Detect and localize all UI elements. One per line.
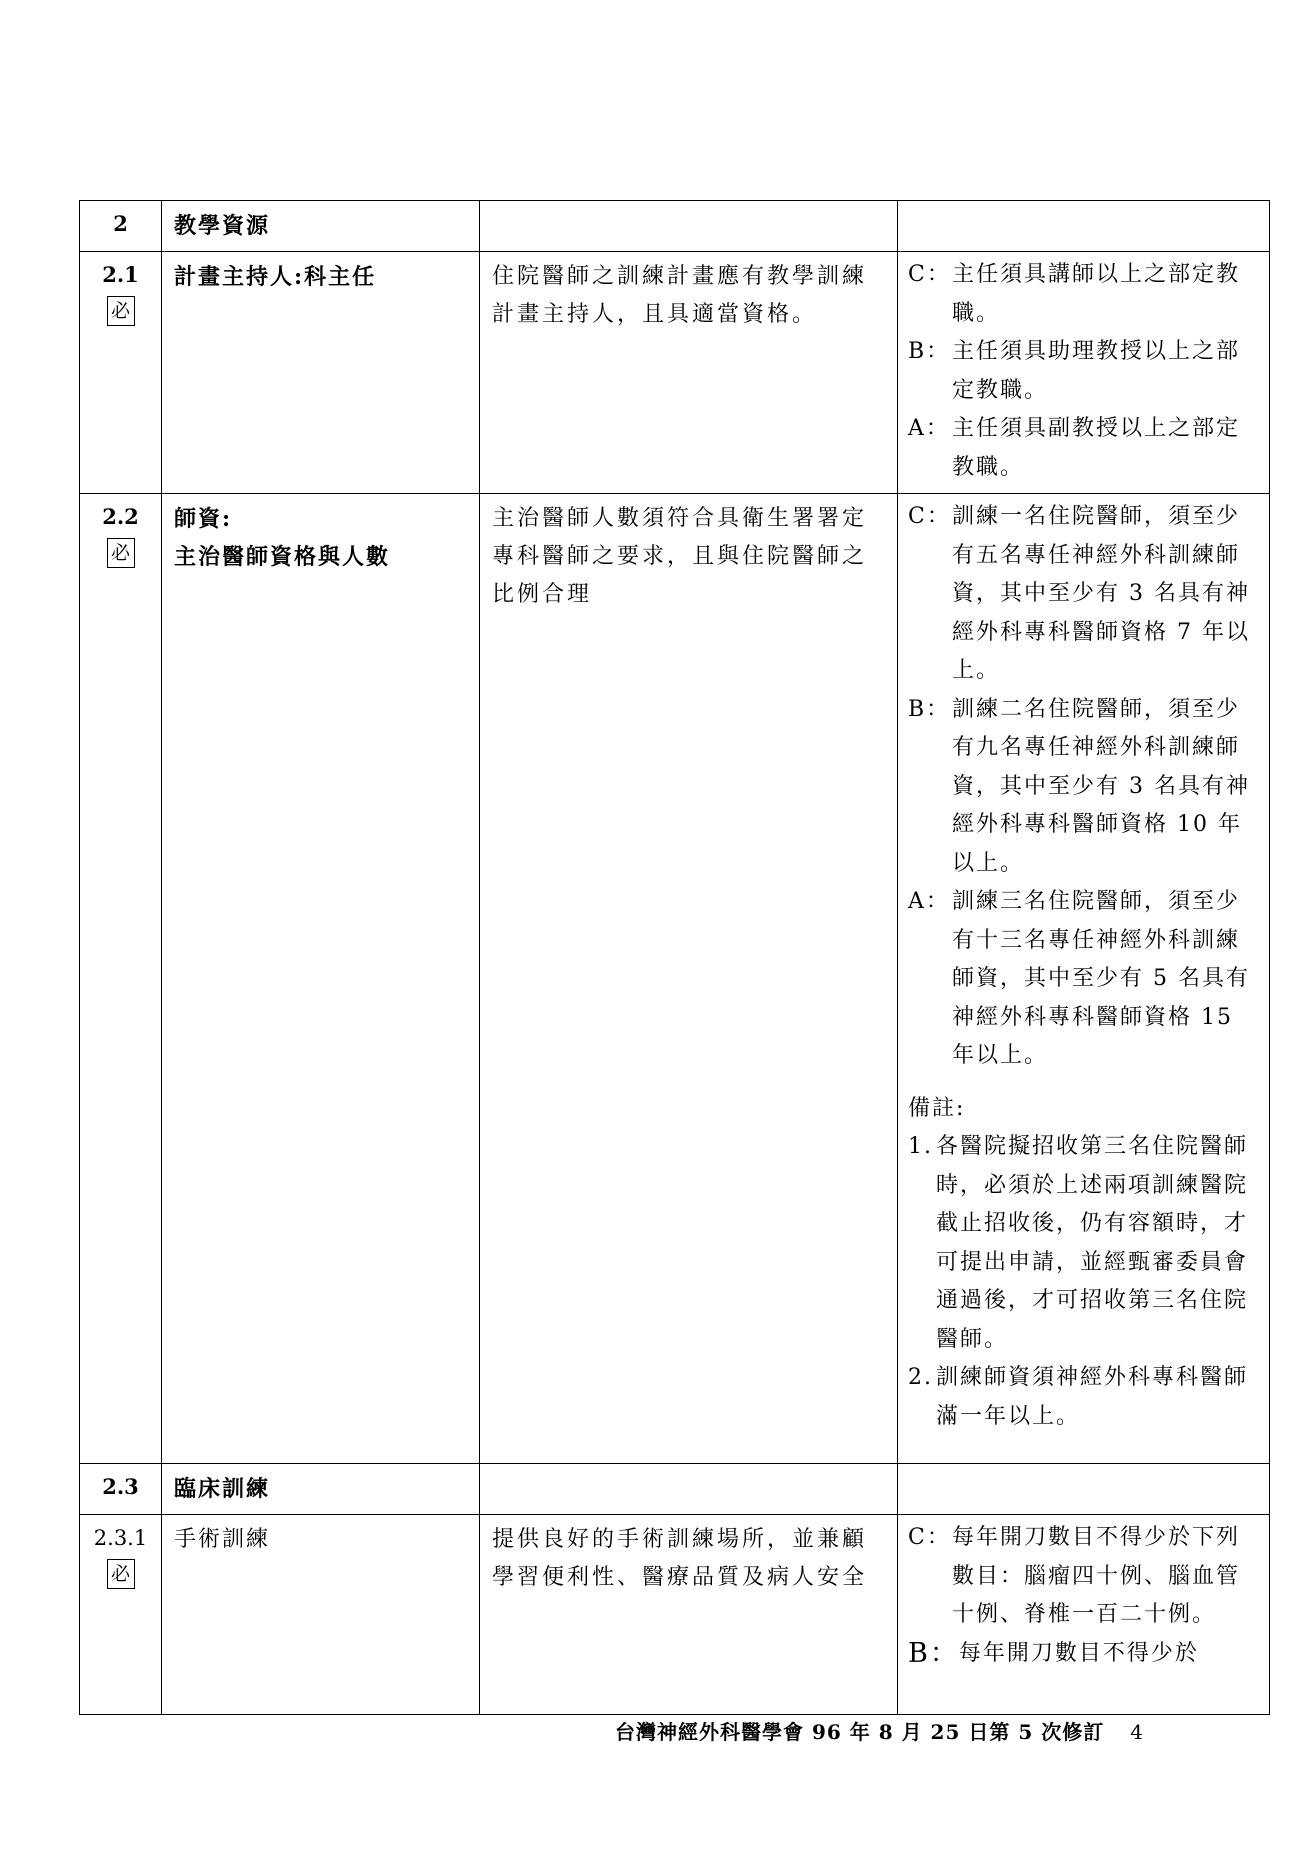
criterion [908,498,1261,691]
criterion [908,1519,1261,1635]
item-description: 提供良好的手術訓練場所，並兼顧學習便利性、醫療品質及病人安全 [480,1515,898,1715]
criterion-text: 每年開刀數目不得少於下列數目：腦瘤四十例、腦血管十例、脊椎一百二十例。 [952,1525,1241,1627]
criteria-cell [898,494,1270,1464]
item-number-cell [80,1515,162,1715]
grade-label: A： [908,889,950,914]
item-description: 住院醫師之訓練計畫應有教學訓練計畫主持人，且具適當資格。 [480,252,898,494]
table-row [80,252,1270,494]
item-number: 2.1 [102,262,139,287]
note-number: 1. [908,1134,933,1159]
table-row [80,1515,1270,1715]
grade-label: C： [908,504,951,529]
item-number: 2.3.1 [93,1526,148,1550]
item-title: 教學資源 [162,201,480,252]
item-description: 主治醫師人數須符合具衛生署署定專科醫師之要求，且與住院醫師之比例合理 [480,494,898,1464]
item-number: 2 [80,201,162,252]
note-item [908,1359,1261,1436]
criterion-text: 主任須具助理教授以上之部定教職。 [952,339,1241,403]
criterion-text: 每年開刀數目不得少於 [958,1640,1199,1666]
item-title: 師資: [174,506,233,532]
grade-label: C： [908,262,951,287]
table-row [80,494,1270,1464]
note-item [908,1128,1261,1359]
item-title: 計畫主持人:科主任 [162,252,480,494]
criteria-cell [898,252,1270,494]
item-title: 臨床訓練 [162,1464,480,1515]
note-text: 訓練師資須神經外科專科醫師滿一年以上。 [936,1365,1249,1429]
criterion [908,410,1261,487]
item-title: 手術訓練 [162,1515,480,1715]
required-badge: 必 [107,538,135,568]
item-title-cell [162,494,480,1464]
item-number-cell [80,494,162,1464]
item-number: 2.3 [80,1464,162,1515]
page-footer [615,1716,1144,1745]
revision-note: 台灣神經外科醫學會 96 年 8 月 25 日第 5 次修訂 [615,1720,1105,1744]
table-row [80,201,1270,252]
item-subtitle: 主治醫師資格與人數 [174,544,391,570]
required-badge: 必 [107,1559,135,1589]
required-badge: 必 [107,296,135,326]
criterion [908,883,1261,1076]
grade-label: B： [908,339,951,364]
table-row [80,1464,1270,1515]
standards-table [79,200,1270,1715]
page-number: 4 [1130,1720,1144,1744]
note-text: 各醫院擬招收第三名住院醫師時，必須於上述兩項訓練醫院截止招收後，仍有容額時，才可提出申請，並經甄審委員會通過後，才可招收第三名住院醫師。 [936,1134,1249,1352]
item-number: 2.2 [102,504,139,529]
criterion-text: 主任須具講師以上之部定教職。 [952,262,1241,326]
criterion-text: 訓練三名住院醫師，須至少有十三名專任神經外科訓練師資，其中至少有 5 名具有神經外科專科醫師資格 15 年以上。 [952,889,1250,1068]
item-number-cell [80,252,162,494]
note-heading: 備註: [908,1095,966,1121]
grade-label: A： [908,416,950,441]
criteria-cell [898,1515,1270,1715]
criterion [908,691,1261,884]
grade-label: C： [908,1525,951,1550]
grade-label: B： [908,1637,959,1669]
grade-label: B： [908,696,951,722]
note-number: 2. [908,1365,933,1390]
criterion-text: 訓練一名住院醫師，須至少有五名專任神經外科訓練師資，其中至少有 3 名具有神經外科專科醫師資格 7 年以上。 [952,504,1250,683]
criterion-text: 訓練二名住院醫師，須至少有九名專任神經外科訓練師資，其中至少有 3 名具有神經外科專科醫師資格 10 年以上。 [952,696,1250,876]
criterion [908,1635,1261,1674]
criterion-text: 主任須具副教授以上之部定教職。 [952,416,1241,480]
criterion [908,256,1261,333]
criterion [908,333,1261,410]
